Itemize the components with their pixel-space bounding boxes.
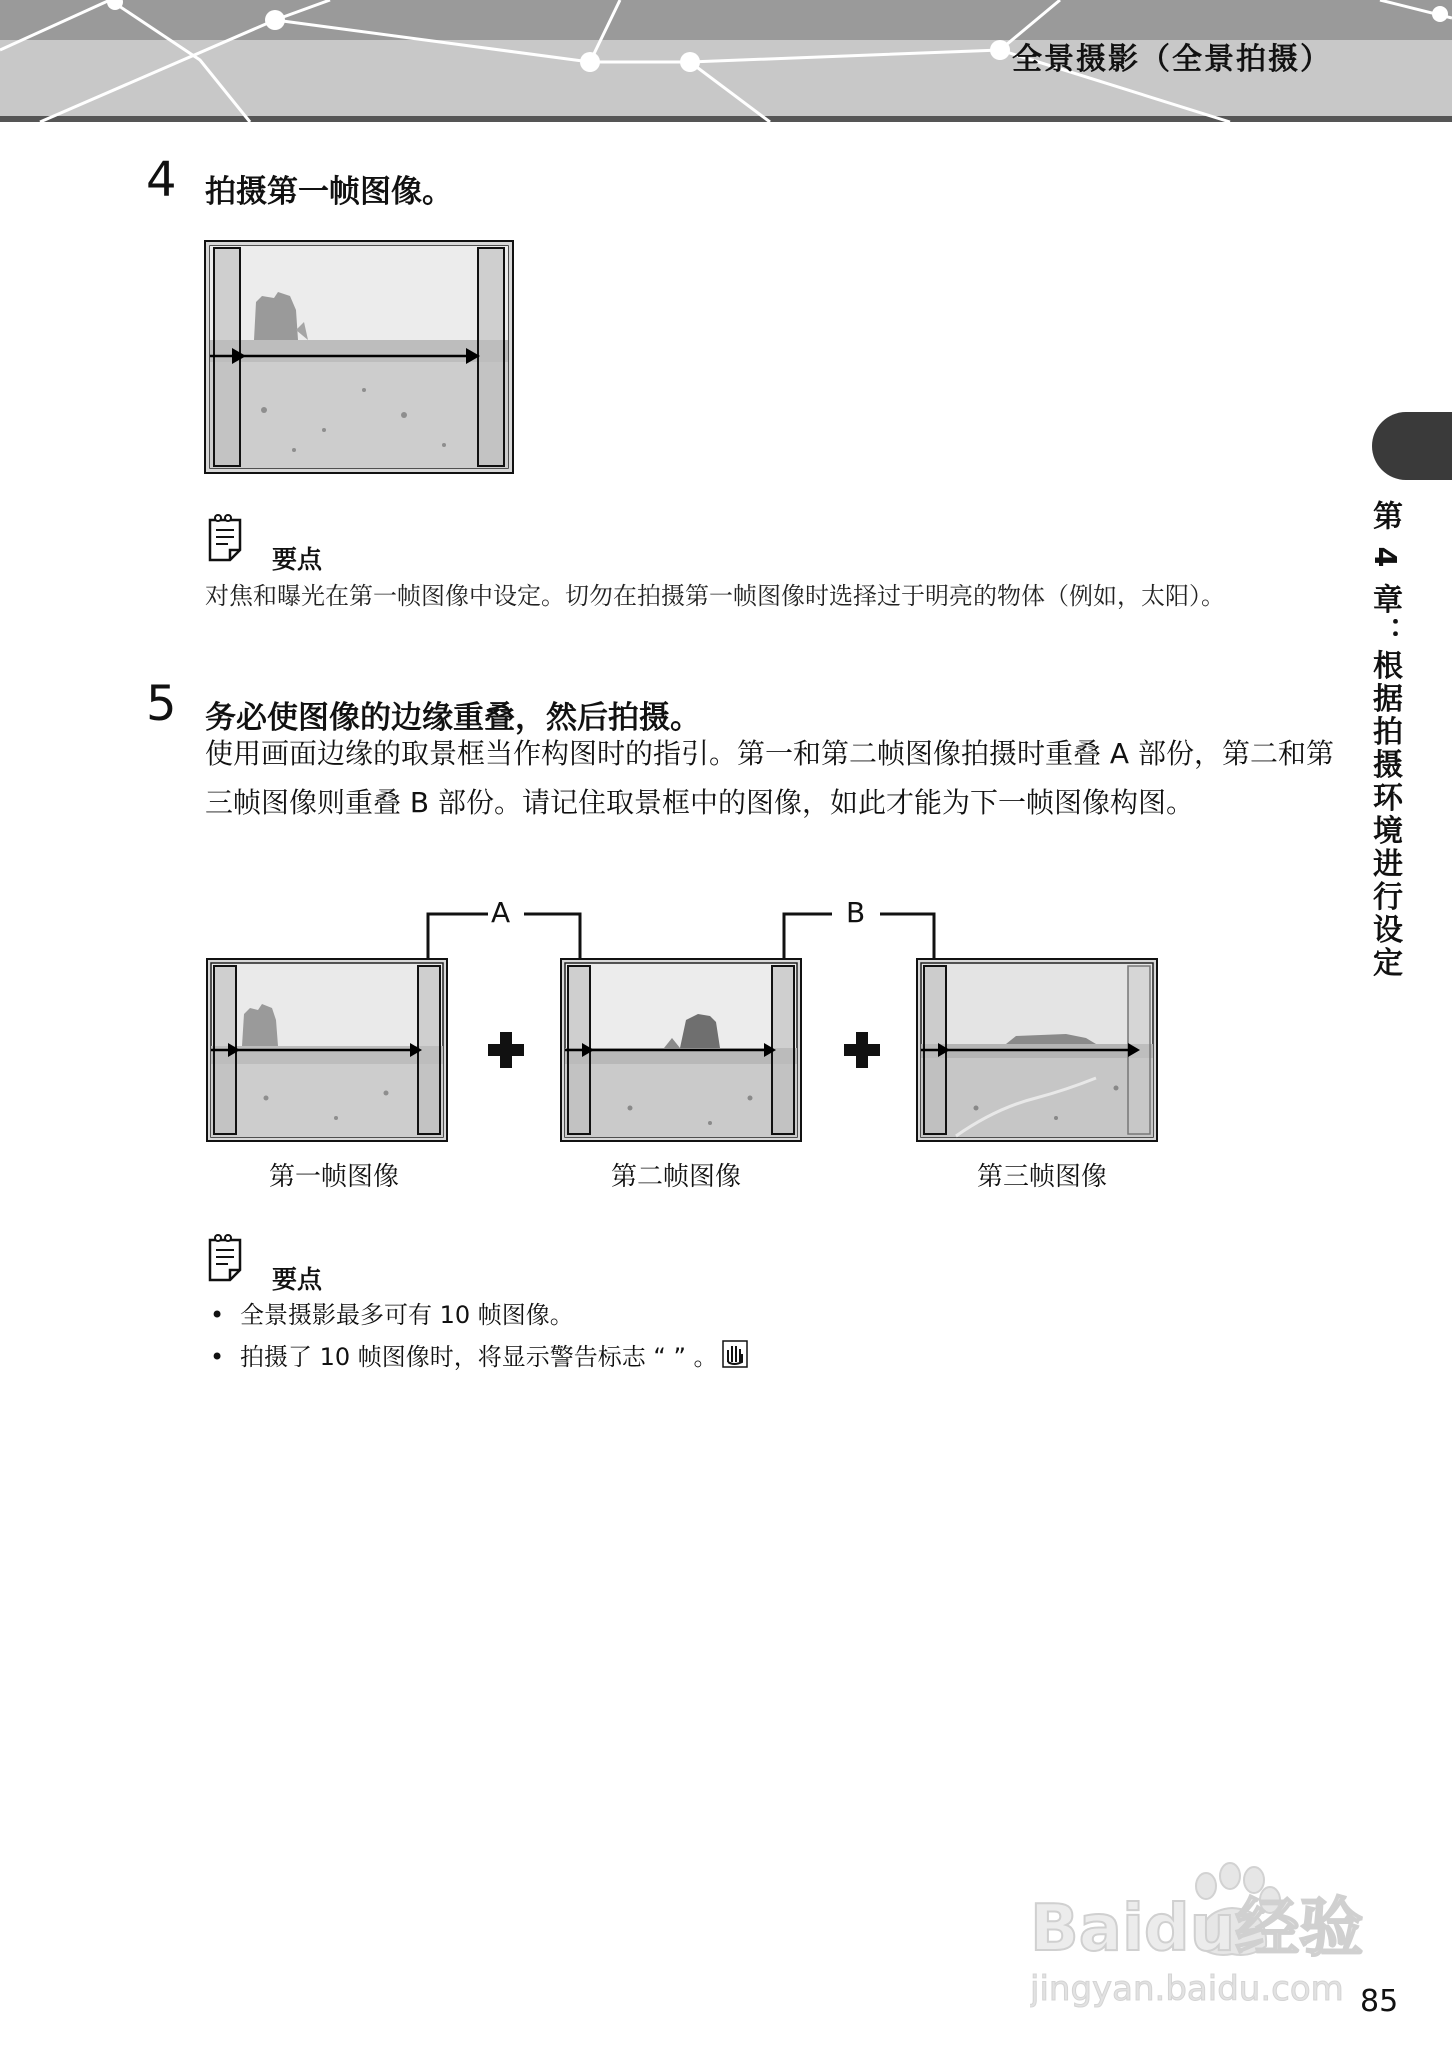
step-4-title: 拍摄第一帧图像。 (205, 174, 453, 210)
memo-note-icon (206, 1232, 250, 1282)
step-5-body: 使用画面边缘的取景框当作构图时的指引。第一和第二帧图像拍摄时重叠 A 部份，第二和第三帧图像则重叠 B 部份。请记住取景框中的图像，如此才能为下一帧图像构图。 (205, 737, 1334, 819)
plus-icon (486, 1030, 526, 1070)
step-4-number: 4 (146, 152, 177, 208)
baidu-jingyan-watermark (1030, 1850, 1370, 2020)
tip-label: 要点 (272, 1265, 323, 1294)
page-number: 85 (1360, 1984, 1399, 2019)
list-item (208, 1336, 1308, 1378)
watermark-url: jingyan.baidu.com (1030, 1969, 1344, 2009)
caption-frame-1: 第一帧图像 (268, 1162, 399, 1192)
chapter-tab (1372, 412, 1452, 480)
frame-1-illustration (206, 958, 448, 1142)
tip-label: 要点 (272, 545, 323, 574)
watermark-brand: Baidu经验 (1030, 1892, 1364, 1966)
caption-frame-3: 第三帧图像 (976, 1162, 1107, 1192)
frame-3-illustration (916, 958, 1158, 1142)
list-item-text: 拍摄了 10 帧图像时，将显示警告标志 “ ” 。 (240, 1343, 718, 1371)
overlap-a-label: A (491, 896, 511, 929)
tip-bullet-list (208, 1294, 1308, 1378)
hand-warning-icon (722, 1340, 748, 1368)
tip-text: 对焦和曝光在第一帧图像中设定。切勿在拍摄第一帧图像时选择过于明亮的物体（例如，太阳）。 (205, 582, 1225, 610)
step-5-number: 5 (146, 676, 177, 732)
list-item: • 全景摄影最多可有 10 帧图像。 (208, 1294, 1308, 1336)
memo-note-icon (206, 512, 250, 562)
caption-frame-2: 第二帧图像 (610, 1162, 741, 1192)
overlap-b-label: B (846, 896, 866, 929)
first-frame-illustration (204, 240, 514, 474)
page-header-title: 全景摄影（全景拍摄） (1012, 42, 1332, 77)
chapter-label: 第 4 章：根据拍摄环境进行设定 (1367, 500, 1402, 980)
plus-icon (842, 1030, 882, 1070)
frame-2-illustration (560, 958, 802, 1142)
step-5-title: 务必使图像的边缘重叠，然后拍摄。 (205, 700, 701, 736)
